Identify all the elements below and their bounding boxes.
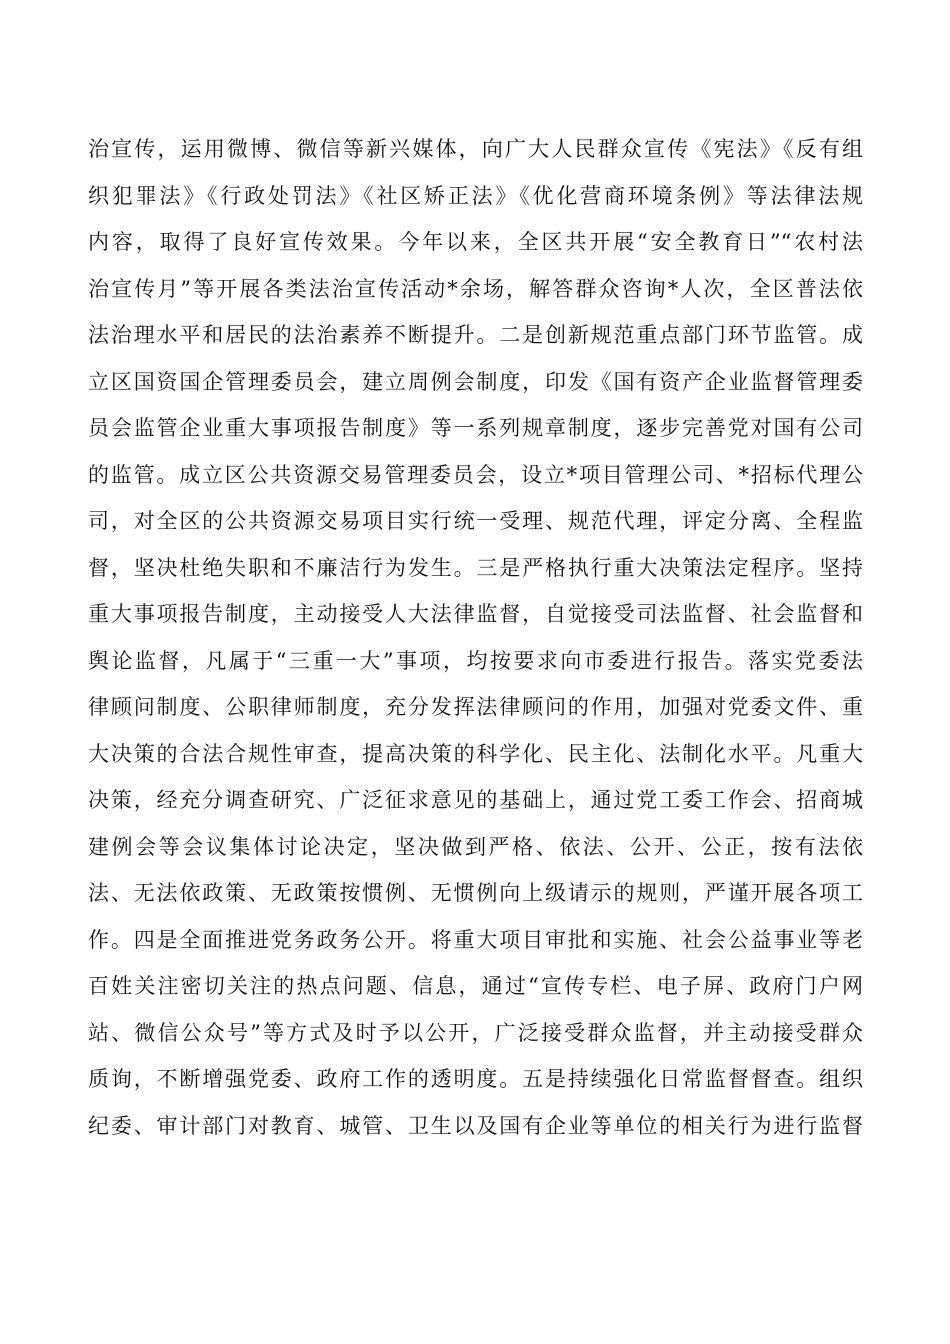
text-line: 治宣传月”等开展各类法治宣传活动*余场，解答群众咨询*人次，全区普法依 bbox=[88, 276, 863, 301]
text-line: 法、无法依政策、无政策按惯例、无惯例向上级请示的规则，严谨开展各项工 bbox=[88, 881, 863, 905]
text-line: 立区国资国企管理委员会，建立周例会制度，印发《国有资产企业监督管理委 bbox=[88, 369, 863, 394]
text-line: 百姓关注密切关注的热点问题、信息，通过“宣传专栏、电子屏、政府门户网 bbox=[88, 974, 863, 998]
text-line: 建例会等会议集体讨论决定，坚决做到严格、依法、公开、公正，按有法依 bbox=[88, 834, 863, 859]
text-line: 法治理水平和居民的法治素养不断提升。二是创新规范重点部门环节监管。成 bbox=[88, 323, 863, 347]
text-line: 决策，经充分调查研究、广泛征求意见的基础上，通过党工委工作会、招商城 bbox=[88, 788, 863, 812]
text-line: 作。四是全面推进党务政务公开。将重大项目审批和实施、社会公益事业等老 bbox=[88, 927, 863, 952]
text-line: 站、微信公众号”等方式及时予以公开，广泛接受群众监督，并主动接受群众 bbox=[88, 1020, 863, 1045]
text-line: 舆论监督，凡属于“三重一大”事项，均按要求向市委进行报告。落实党委法 bbox=[88, 648, 863, 673]
text-line: 重大事项报告制度，主动接受人大法律监督，自觉接受司法监督、社会监督和 bbox=[88, 602, 863, 626]
text-line: 员会监管企业重大事项报告制度》等一系列规章制度，逐步完善党对国有公司 bbox=[88, 416, 863, 440]
text-line: 内容，取得了良好宣传效果。今年以来，全区共开展“安全教育日”“农村法 bbox=[88, 230, 863, 254]
text-line: 司，对全区的公共资源交易项目实行统一受理、规范代理，评定分离、全程监 bbox=[88, 509, 863, 533]
text-line: 律顾问制度、公职律师制度，充分发挥法律顾问的作用，加强对党委文件、重 bbox=[88, 695, 863, 719]
text-line: 的监管。成立区公共资源交易管理委员会，设立*项目管理公司、*招标代理公 bbox=[88, 462, 863, 487]
text-line: 大决策的合法合规性审查，提高决策的科学化、民主化、法制化水平。凡重大 bbox=[88, 741, 863, 766]
text-line: 督，坚决杜绝失职和不廉洁行为发生。三是严格执行重大决策法定程序。坚持 bbox=[88, 555, 863, 580]
text-line: 织犯罪法》《行政处罚法》《社区矫正法》《优化营商环境条例》等法律法规 bbox=[88, 183, 863, 208]
text-line: 治宣传，运用微博、微信等新兴媒体，向广大人民群众宣传《宪法》《反有组 bbox=[88, 137, 863, 161]
body-text bbox=[88, 126, 863, 1149]
text-line: 纪委、审计部门对教育、城管、卫生以及国有企业等单位的相关行为进行监督 bbox=[88, 1113, 863, 1138]
text-line: 质询，不断增强党委、政府工作的透明度。五是持续强化日常监督督查。组织 bbox=[88, 1067, 863, 1091]
